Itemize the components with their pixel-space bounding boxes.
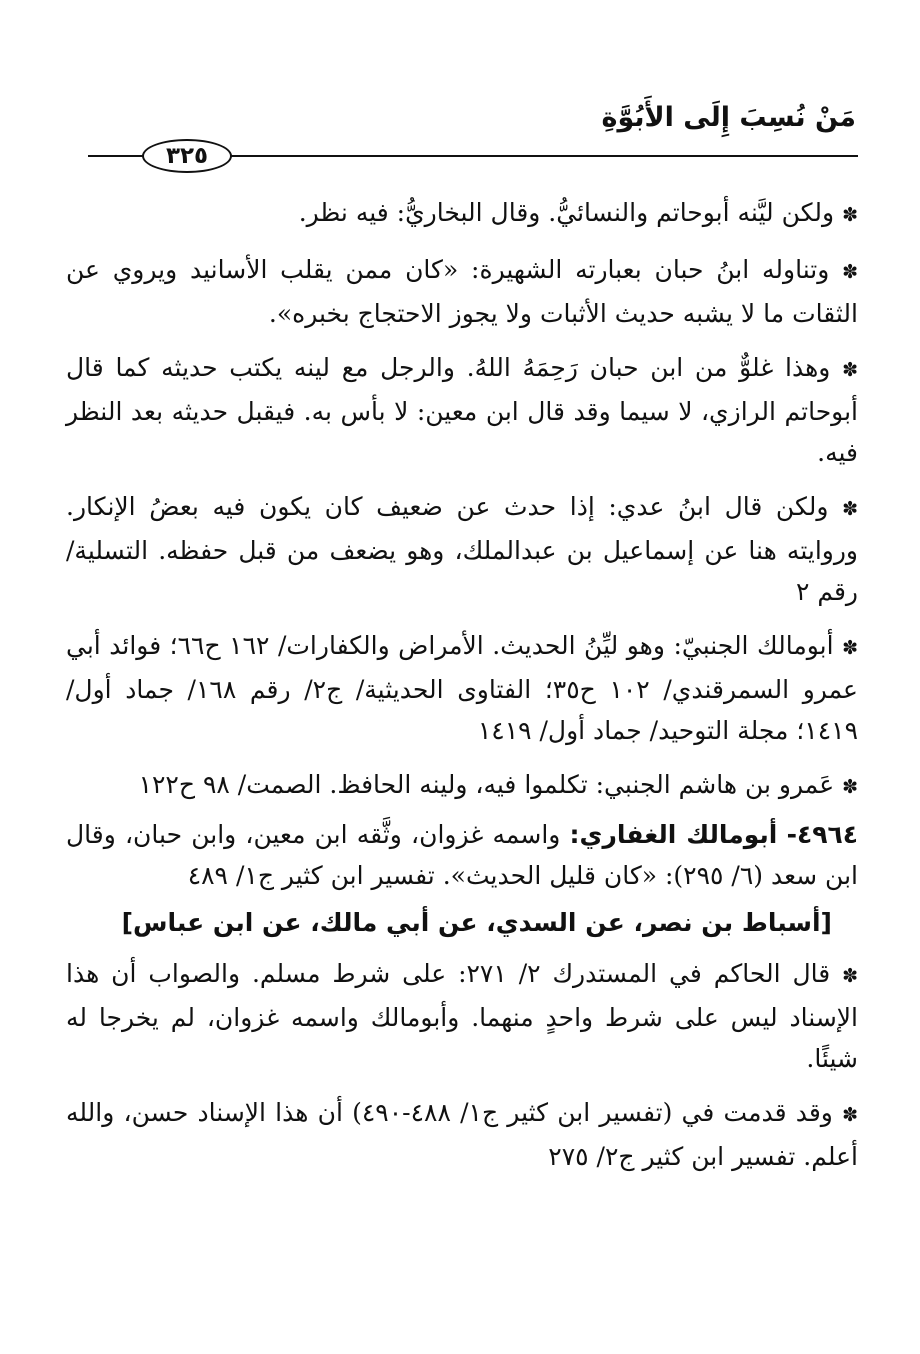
star-bullet-icon: ✽ [842,776,858,798]
paragraph-text: واسمه غزوان، وثَّقه ابن معين، وابن حبان، وقال ابن سعد (٦/ ٢٩٥): «كان قليل الحديث». تفسير ابن كثير ج١/ ٤٨٩ [66,820,858,890]
paragraph-text: ولكن قال ابنُ عدي: إذا حدث عن ضعيف كان يكون فيه بعضُ الإنكار. وروايته هنا عن إسماعيل بن عبدالملك، وهو يضعف من قبل حفظه. التسلية/ رقم ٢ [66,492,858,606]
paragraph-text: قال الحاكم في المستدرك ٢/ ٢٧١: على شرط مسلم. والصواب أن هذا الإسناد ليس على شرط واحدٍ منهما. وأبومالك واسمه غزوان، لم يخرجا له شيئًا. [66,959,858,1073]
star-bullet-icon: ✽ [842,965,859,987]
paragraph-3 [66,347,858,473]
paragraph-text: أبومالك الجنبيّ: وهو ليِّنُ الحديث. الأمراض والكفارات/ ١٦٢ ح٦٦؛ فوائد أبي عمرو السمرقندي/ ١٠٢ ح٣٥؛ الفتاوى الحديثية/ ج٢/ رقم ١٦٨/ جماد أول/ ١٤١٩؛ مجلة التوحيد/ جماد أول/ ١٤١٩ [66,631,858,745]
star-bullet-icon: ✽ [842,261,858,283]
paragraph-9 [66,1092,858,1177]
entry-4964 [66,814,858,896]
star-bullet-icon: ✽ [842,359,859,381]
running-title: مَنْ نُسِبَ إِلَى الأَبُوَّةِ [601,102,856,133]
paragraph-1 [66,192,858,236]
paragraph-4 [66,486,858,612]
paragraph-8 [66,953,858,1079]
paragraph-text: وهذا غلوٌّ من ابن حبان رَحِمَهُ اللهُ. والرجل مع لينه يكتب حديثه كما قال أبوحاتم الرازي، لا سيما وقد قال ابن معين: لا بأس به. فيقبل حديثه بعد النظر فيه. [66,353,858,467]
paragraph-text: وقد قدمت في (تفسير ابن كثير ج١/ ٤٨٨-٤٩٠) أن هذا الإسناد حسن، والله أعلم. تفسير ابن كثير ج٢/ ٢٧٥ [66,1098,858,1171]
star-bullet-icon: ✽ [842,498,858,520]
narrator-name: أبومالك الغفاري: [569,820,778,849]
star-bullet-icon: ✽ [842,204,858,226]
paragraph-text: ولكن ليَّنه أبوحاتم والنسائيُّ. وقال البخاريُّ: فيه نظر. [298,198,835,227]
entry-number: ٤٩٦٤- [786,820,859,849]
paragraph-text: وتناوله ابنُ حبان بعبارته الشهيرة: «كان ممن يقلب الأسانيد ويروي عن الثقات ما لا يشبه حديث الأثبات ولا يجوز الاحتجاج بخبره». [66,255,858,328]
paragraph-6 [66,764,858,808]
star-bullet-icon: ✽ [842,1104,858,1126]
isnad-chain: [أسباط بن نصر، عن السدي، عن أبي مالك، عن ابن عباس] [121,908,832,937]
paragraph-text: عَمرو بن هاشم الجنبي: تكلموا فيه، ولينه الحافظ. الصمت/ ٩٨ ح١٢٢ [138,770,835,799]
star-bullet-icon: ✽ [842,637,858,659]
paragraph-2 [66,249,858,334]
page-number: ٣٢٥ [142,139,232,173]
page-body [66,192,858,1190]
paragraph-5 [66,625,858,751]
